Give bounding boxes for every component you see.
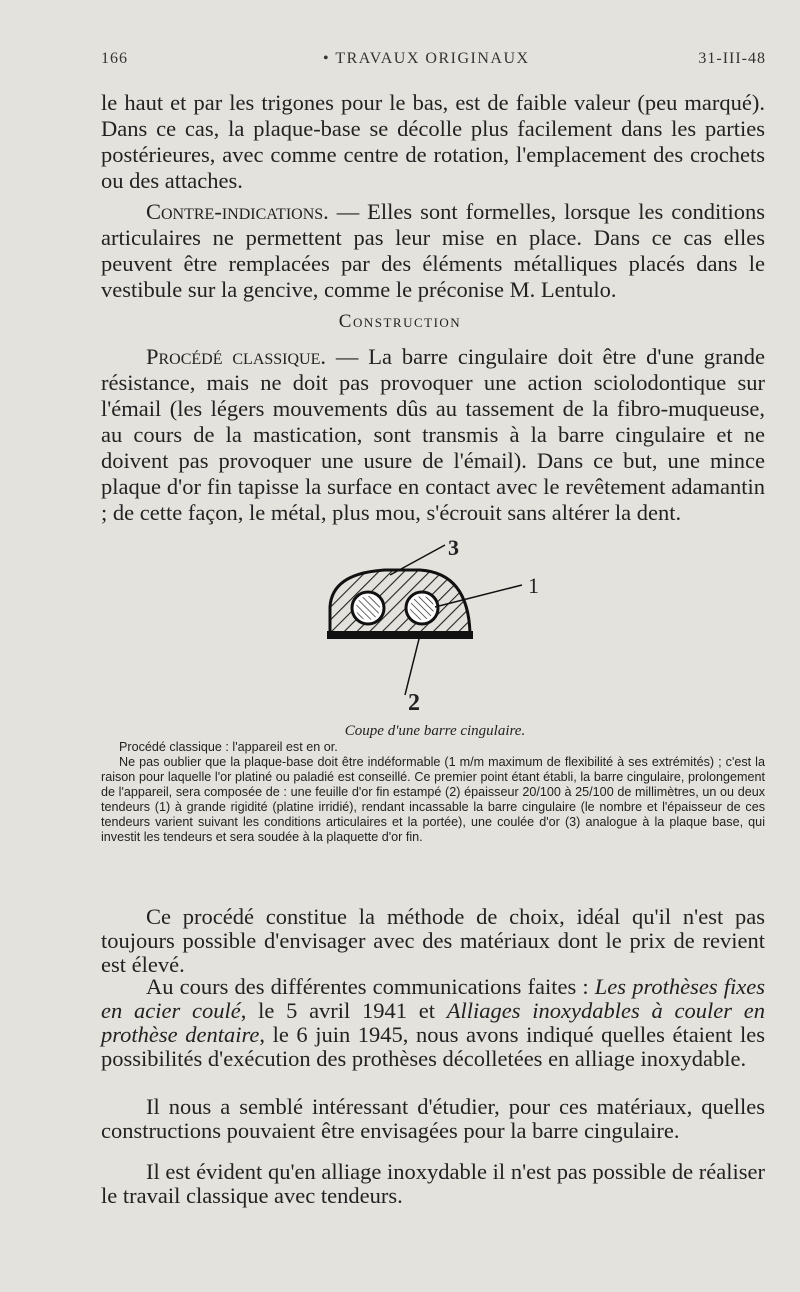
conclusion-paragraph-4: Il est évident qu'en alliage inoxydable il n'est pas possible de réaliser le travail classique avec tendeurs. <box>101 1159 765 1208</box>
conclusion-paragraph-3: Il nous a semblé intéressant d'étudier, pour ces matériaux, quelles constructions pouvaient être envisagées pour la barre cingulaire. <box>101 1094 765 1143</box>
issue-date: 31-III-48 <box>698 50 766 67</box>
leader-line-2 <box>405 635 420 695</box>
conclusion-paragraph-1: Ce procédé constitue la méthode de choix, idéal qu'il n'est pas toujours possible d'envisager avec des matériaux dont le prix de revient est élevé. <box>101 904 765 977</box>
contraindications-label: Contre-indications. <box>146 199 329 224</box>
legend-line-2: Ne pas oublier que la plaque-base doit être indéformable (1 m/m maximum de flexibilité à ses extrémités) ; c'est la raison pour laquelle l'or platiné ou paladié est conseillé. Ce premier point étant établi, la barre cingulaire, prolongement de l'appareil, sera composée de : une feuille d'or fin estampé (2) épaisseur 20/100 à 25/100 de millimètres, un ou deux tendeurs (1) à grande rigidité (platine irridié), rendant incassable la barre cingulaire (le nombre et l'épaisseur de ces tendeurs varient suivant les conditions articulaires et la portée), une coulée d'or (3) analogue à la plaque base, qui investit les tendeurs et sera soudée à la plaquette d'or fin. <box>101 755 765 844</box>
contraindications-text: — Elles sont formelles, lorsque les conditions articulaires ne permettent pas leur mise en place. Dans ce cas elles peuvent être remplacées par des éléments métalliques placés dans le vestibule sur la gencive, comme le préconise M. Lentulo. <box>101 199 765 302</box>
figure-label-1: 1 <box>528 573 539 598</box>
conclusion-paragraph-2 <box>101 975 765 1071</box>
legend-line-1: Procédé classique : l'appareil est en or. <box>119 740 338 754</box>
running-title: • TRAVAUX ORIGINAUX <box>323 50 530 67</box>
contraindications-paragraph <box>101 199 765 303</box>
tensioner-left-core <box>356 596 380 620</box>
section-title: Construction <box>338 311 462 332</box>
gold-casting-shape <box>330 570 470 633</box>
figure-label-3: 3 <box>448 535 459 560</box>
figure-caption: Coupe d'une barre cingulaire. <box>344 723 526 739</box>
classic-procedure-label: Procédé classique. <box>146 344 327 369</box>
gold-foil-plate <box>327 631 473 639</box>
publication-title-1: Les prothèses fixes en acier coulé <box>101 974 765 1023</box>
figure-legend <box>101 740 765 845</box>
figure-label-2: 2 <box>408 690 420 716</box>
classic-procedure-text: — La barre cingulaire doit être d'une grande résistance, mais ne doit pas provoquer une action sciolodontique sur l'émail (les légers mouvements dûs au tassement de la fibro-muqueuse, au cours de la mastication, sont transmis à la barre cingulaire et ne doivent pas provoquer une usure de l'émail). Dans ce but, une mince plaque d'or fin tapisse la surface en contact avec le revêtement adamantin ; de cette façon, le métal, plus mou, s'écrouit sans altérer la dent. <box>101 344 765 525</box>
intro-paragraph: le haut et par les trigones pour le bas, est de faible valeur (peu marqué). Dans ce cas, la plaque-base se décolle plus facilement dans les parties postérieures, avec comme centre de rotation, l'emplacement des crochets ou des attaches. <box>101 90 765 193</box>
tensioner-right-core <box>410 596 434 620</box>
publication-title-2: Alliages inoxydables à couler en prothèse dentaire <box>101 998 765 1047</box>
conclusion-p2-part-b: , le 5 avril 1941 et <box>240 998 447 1023</box>
cross-section-drawing <box>300 535 560 720</box>
page-number: 166 <box>101 50 128 67</box>
page-header <box>101 50 766 72</box>
cingular-bar-figure <box>300 535 560 720</box>
conclusion-p2-part-a: Au cours des différentes communications faites : <box>146 974 595 999</box>
conclusion-p2-part-c: , le 6 juin 1945, nous avons indiqué quelles étaient les possibilités d'exécution des prothèses décolletées en alliage inoxydable. <box>101 1022 765 1071</box>
classic-procedure-paragraph <box>101 344 765 526</box>
